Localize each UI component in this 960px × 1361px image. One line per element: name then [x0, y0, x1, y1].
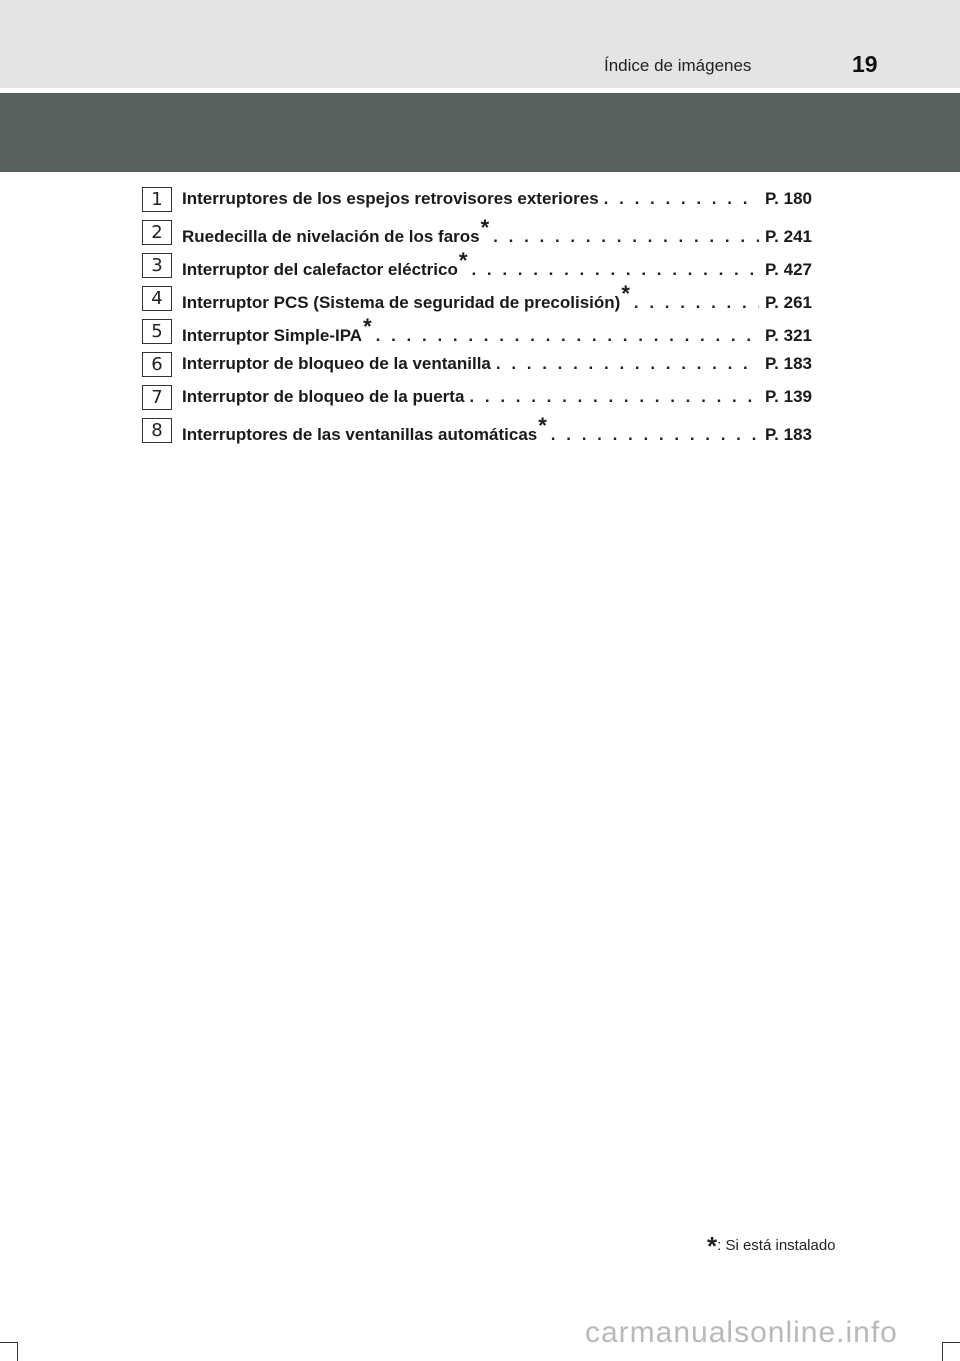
entry-number-badge: 1	[142, 187, 172, 212]
dot-leader	[471, 260, 759, 280]
page-reference-link[interactable]: P. 180	[765, 189, 812, 208]
entry-number-badge: 8	[142, 418, 172, 443]
page-reference-link[interactable]: P. 139	[765, 387, 812, 406]
index-entry[interactable]	[142, 316, 812, 348]
footnote-asterisk: *	[707, 1231, 718, 1261]
page-reference-link[interactable]: P. 183	[765, 425, 812, 444]
index-entry[interactable]	[142, 283, 812, 315]
dot-leader	[376, 326, 759, 346]
dot-leader	[634, 293, 759, 313]
installed-asterisk: *	[363, 314, 372, 339]
header-band	[0, 0, 960, 88]
installed-asterisk: *	[458, 248, 468, 273]
index-entry[interactable]	[142, 217, 812, 249]
installed-asterisk: *	[480, 215, 490, 240]
index-entry[interactable]	[142, 349, 812, 381]
index-entry[interactable]	[142, 382, 812, 414]
entry-number-badge: 4	[142, 286, 172, 311]
dot-leader	[496, 354, 759, 374]
page-reference-link[interactable]: P. 427	[765, 260, 812, 279]
entry-number-badge: 2	[142, 220, 172, 245]
footnote	[707, 1226, 836, 1261]
installed-asterisk: *	[621, 281, 630, 306]
illustration-band	[0, 93, 960, 172]
entry-number-badge: 5	[142, 319, 172, 344]
dot-leader	[551, 425, 759, 445]
installed-asterisk: *	[538, 413, 547, 438]
entry-label: Interruptor de bloqueo de la ventanilla	[182, 354, 491, 373]
page-number: 19	[852, 51, 878, 77]
page-reference-link[interactable]: P. 261	[765, 293, 812, 312]
entry-label: Interruptores de las ventanillas automáticas	[182, 425, 538, 444]
page-reference-link[interactable]: P. 183	[765, 354, 812, 373]
crop-mark	[17, 1342, 18, 1361]
dot-leader	[604, 189, 759, 209]
page-reference-link[interactable]: P. 321	[765, 326, 812, 345]
entry-label: Interruptor de bloqueo de la puerta	[182, 387, 465, 406]
dot-leader	[469, 387, 759, 407]
page-reference-link[interactable]: P. 241	[765, 227, 812, 246]
index-entry[interactable]	[142, 184, 812, 216]
index-entry[interactable]	[142, 250, 812, 282]
entry-label: Interruptores de los espejos retrovisores exteriores	[182, 189, 599, 208]
dot-leader	[493, 227, 759, 247]
entry-label: Interruptor del calefactor eléctrico	[182, 260, 458, 279]
entry-label: Ruedecilla de nivelación de los faros	[182, 227, 480, 246]
index-entry[interactable]	[142, 415, 812, 447]
entry-label: Interruptor Simple-IPA	[182, 326, 363, 345]
crop-mark	[942, 1342, 960, 1343]
entry-number-badge: 3	[142, 253, 172, 278]
crop-mark	[942, 1342, 943, 1361]
entry-number-badge: 7	[142, 385, 172, 410]
entry-number-badge: 6	[142, 352, 172, 377]
crop-mark	[0, 1342, 18, 1343]
watermark-text: carmanualsonline.info	[585, 1316, 898, 1349]
entry-label: Interruptor PCS (Sistema de seguridad de precolisión)	[182, 293, 621, 312]
section-title: Índice de imágenes	[604, 56, 752, 75]
footnote-text: : Si está instalado	[717, 1237, 836, 1254]
